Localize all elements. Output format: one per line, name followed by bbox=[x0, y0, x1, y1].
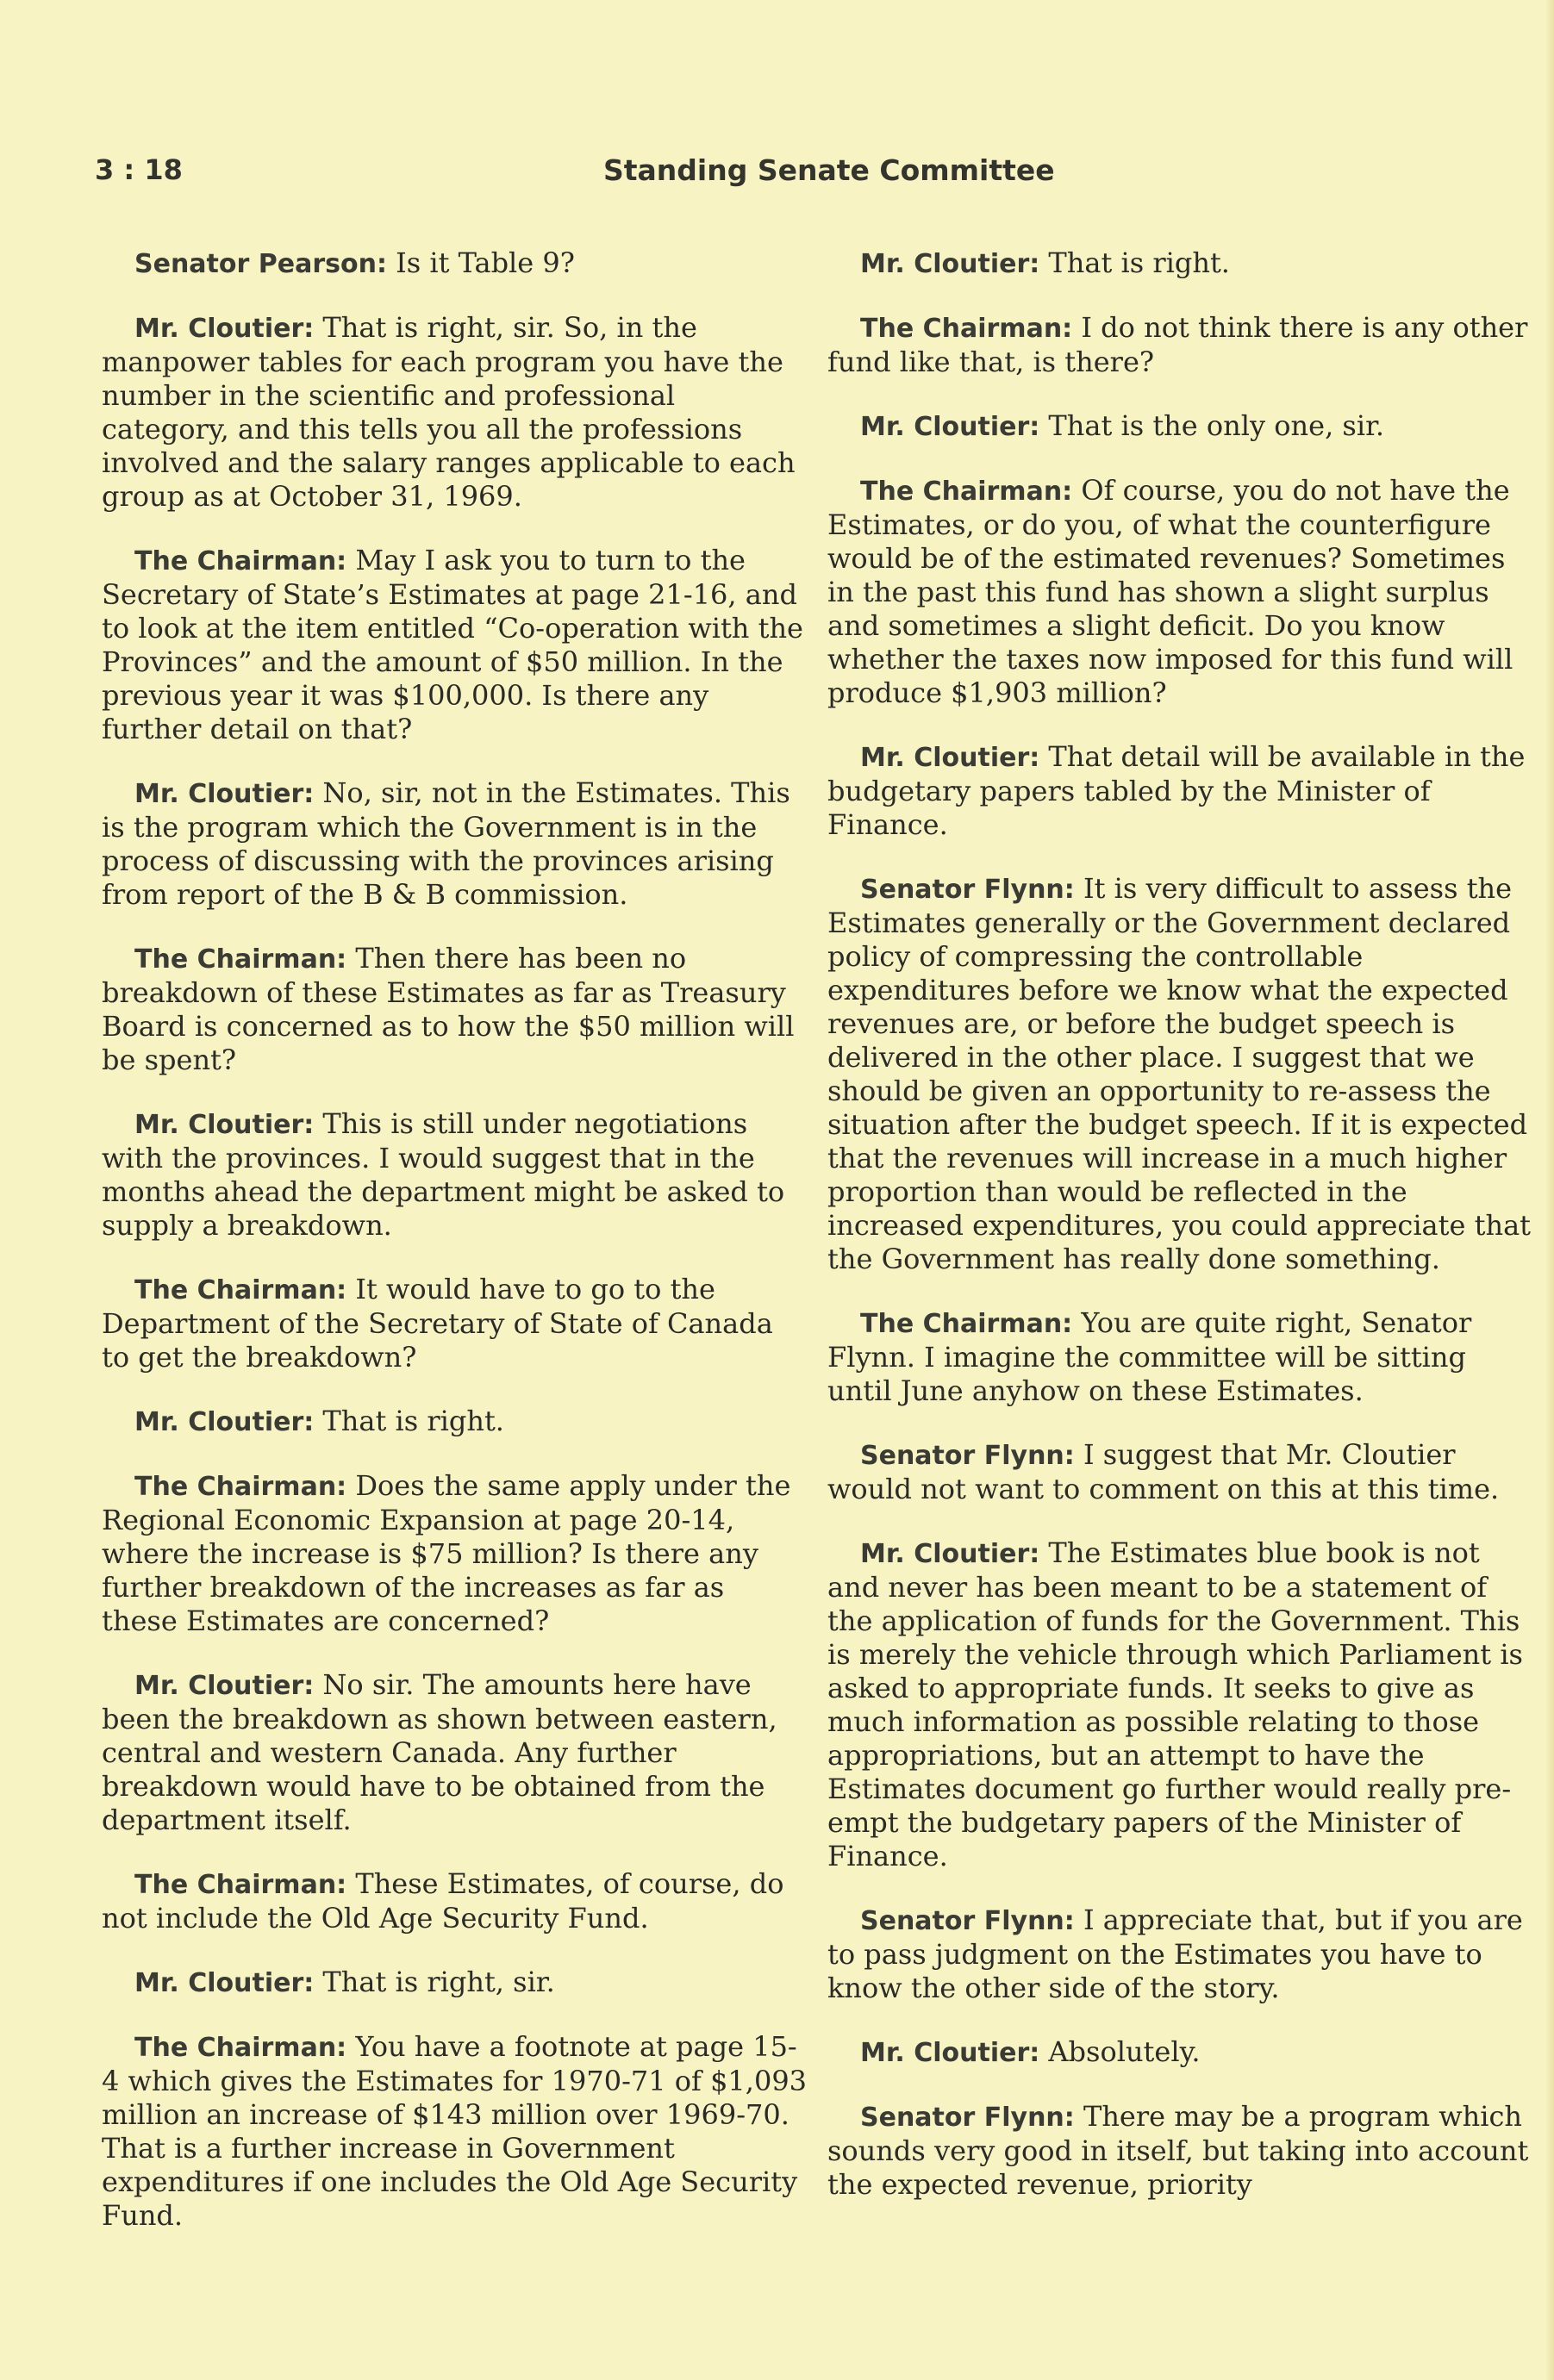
speech-text: May I ask you to turn to the Secretary of State’s Estimates at page 21-16, and to look at the item entitled “Co-operation with the Provinces” and the amount of $50 million. In the previous year it was $100,000. Is there any further detail on that? bbox=[102, 544, 803, 745]
speaker-name: The Chairman: bbox=[134, 1870, 347, 1900]
speech-text: You have a footnote at page 15-4 which gives the Estimates for 1970-71 of $1,093 million an increase of $143 million over 1969-70. That is a further increase in Government expenditures if one includes the Old Age Security Fund. bbox=[102, 2030, 808, 2232]
speech-text: Of course, you do not have the Estimates, or do you, of what the counterfigure would be of the estimated revenues? Sometimes in the past this fund has shown a slight surplus and sometimes a slight deficit. Do you know whether the taxes now imposed for this fund will produce $1,903 million? bbox=[827, 474, 1513, 709]
speech-text: The Estimates blue book is not and never has been meant to be a statement of the application of funds for the Government. This is merely the vehicle through which Parliament is asked to appropriate funds. It seeks to give as much information as possible relating to those appropriations, but an attempt to have the Estimates document go further would really pre-empt the budgetary papers of the Minister of Finance. bbox=[827, 1536, 1523, 1872]
speech-text: I suggest that Mr. Cloutier would not want to comment on this at this time. bbox=[827, 1438, 1500, 1505]
speaker-name: Senator Flynn: bbox=[860, 1441, 1075, 1471]
speaker-name: Mr. Cloutier: bbox=[860, 1539, 1040, 1569]
transcript-paragraph bbox=[102, 544, 808, 746]
speaker-name: Mr. Cloutier: bbox=[134, 1671, 315, 1701]
speech-text: It is very difficult to assess the Estimates generally or the Government declared policy of compressing the controllable expenditures before we know what the expected revenues are, or before the budget speech is delivered in the other place. I suggest that we should be given an opportunity to re-assess the situation after the budget speech. If it is expected that the revenues will increase in a much higher proportion than would be reflected in the increased expenditures, you could appreciate that the Government has really done something. bbox=[827, 872, 1531, 1275]
transcript-paragraph bbox=[827, 474, 1534, 710]
transcript-paragraph bbox=[827, 740, 1534, 842]
transcript-paragraph bbox=[827, 2100, 1534, 2202]
transcript-paragraph bbox=[102, 1966, 808, 2000]
speech-text: It would have to go to the Department of the Secretary of State of Canada to get the breakdown? bbox=[102, 1273, 773, 1374]
page-number: 3 : 18 bbox=[95, 153, 183, 186]
speech-text: I appreciate that, but if you are to pass judgment on the Estimates you have to know the other side of the story. bbox=[827, 1903, 1523, 2004]
speaker-name: The Chairman: bbox=[134, 944, 347, 975]
speaker-name: Mr. Cloutier: bbox=[134, 314, 315, 344]
transcript-paragraph bbox=[102, 2030, 808, 2233]
transcript-paragraph bbox=[102, 1273, 808, 1374]
speech-text: There may be a program which sounds very good in itself, but taking into account the expected revenue, priority bbox=[827, 2100, 1529, 2201]
transcript-paragraph bbox=[827, 1903, 1534, 2005]
speech-text: That is right, sir. bbox=[322, 1966, 555, 1998]
speaker-name: The Chairman: bbox=[860, 1309, 1073, 1339]
speaker-name: Senator Pearson: bbox=[134, 249, 387, 279]
transcript-paragraph bbox=[102, 311, 808, 514]
speaker-name: Senator Flynn: bbox=[860, 1906, 1075, 1936]
speech-text: Is it Table 9? bbox=[396, 246, 575, 279]
page-header bbox=[95, 153, 1508, 196]
speaker-name: Mr. Cloutier: bbox=[860, 249, 1040, 279]
speaker-name: Senator Flynn: bbox=[860, 875, 1075, 905]
speaker-name: Mr. Cloutier: bbox=[860, 412, 1040, 442]
speaker-name: The Chairman: bbox=[860, 477, 1073, 507]
speech-text: That is right. bbox=[1048, 246, 1230, 279]
transcript-paragraph bbox=[102, 246, 808, 281]
right-column bbox=[827, 246, 1534, 2232]
transcript-paragraph bbox=[102, 1405, 808, 1439]
left-column bbox=[102, 246, 808, 2263]
page-edge-shadow bbox=[1545, 0, 1554, 2380]
transcript-paragraph bbox=[827, 1306, 1534, 1408]
speech-text: That detail will be available in the budgetary papers tabled by the Minister of Finance. bbox=[827, 740, 1526, 841]
speech-text: Then there has been no breakdown of these Estimates as far as Treasury Board is concerned as to how the $50 million will be spent? bbox=[102, 942, 795, 1076]
transcript-paragraph bbox=[827, 246, 1534, 281]
transcript-paragraph bbox=[827, 872, 1534, 1276]
speech-text: Absolutely. bbox=[1048, 2035, 1201, 2068]
transcript-paragraph bbox=[102, 1469, 808, 1638]
speech-text: You are quite right, Senator Flynn. I imagine the committee will be sitting until June anyhow on these Estimates. bbox=[827, 1306, 1472, 1407]
speech-text: No, sir, not in the Estimates. This is the program which the Government is in the process of discussing with the provinces arising from report of the B & B commission. bbox=[102, 776, 790, 911]
speaker-name: Senator Flynn: bbox=[860, 2103, 1075, 2133]
speech-text: That is right. bbox=[322, 1405, 504, 1437]
speaker-name: Mr. Cloutier: bbox=[134, 1968, 315, 1998]
transcript-paragraph bbox=[102, 1867, 808, 1935]
speaker-name: Mr. Cloutier: bbox=[860, 2038, 1040, 2068]
transcript-paragraph bbox=[827, 1536, 1534, 1873]
transcript-paragraph bbox=[102, 776, 808, 912]
transcript-paragraph bbox=[827, 311, 1534, 379]
transcript-paragraph bbox=[102, 1107, 808, 1243]
speaker-name: Mr. Cloutier: bbox=[134, 779, 315, 809]
speaker-name: The Chairman: bbox=[134, 546, 347, 576]
speech-text: That is the only one, sir. bbox=[1048, 409, 1385, 442]
speech-text: These Estimates, of course, do not include the Old Age Security Fund. bbox=[102, 1867, 784, 1935]
speech-text: Does the same apply under the Regional Economic Expansion at page 20-14, where the increase is $75 million? Is there any further breakdown of the increases as far as these Estimates are concerned? bbox=[102, 1469, 791, 1637]
speech-text: This is still under negotiations with the provinces. I would suggest that in the months ahead the department might be asked to supply a breakdown. bbox=[102, 1107, 785, 1242]
speaker-name: The Chairman: bbox=[134, 2033, 347, 2063]
transcript-paragraph bbox=[102, 1668, 808, 1837]
transcript-paragraph bbox=[827, 2035, 1534, 2070]
speech-text: I do not think there is any other fund like that, is there? bbox=[827, 311, 1528, 378]
speech-text: That is right, sir. So, in the manpower tables for each program you have the number in the scientific and professional category, and this tells you all the professions involved and the salary ranges applicable to each group as at October 31, 1969. bbox=[102, 311, 796, 513]
speech-text: No sir. The amounts here have been the breakdown as shown between eastern, central and western Canada. Any further breakdown would have to be obtained from the department itself. bbox=[102, 1668, 777, 1836]
speaker-name: Mr. Cloutier: bbox=[860, 743, 1040, 773]
speaker-name: Mr. Cloutier: bbox=[134, 1407, 315, 1437]
transcript-paragraph bbox=[102, 942, 808, 1077]
speaker-name: The Chairman: bbox=[134, 1275, 347, 1305]
transcript-paragraph bbox=[827, 1438, 1534, 1506]
speaker-name: The Chairman: bbox=[134, 1472, 347, 1502]
transcript-paragraph bbox=[827, 409, 1534, 444]
speaker-name: Mr. Cloutier: bbox=[134, 1110, 315, 1140]
speaker-name: The Chairman: bbox=[860, 314, 1073, 344]
running-title: Standing Senate Committee bbox=[603, 153, 1055, 187]
